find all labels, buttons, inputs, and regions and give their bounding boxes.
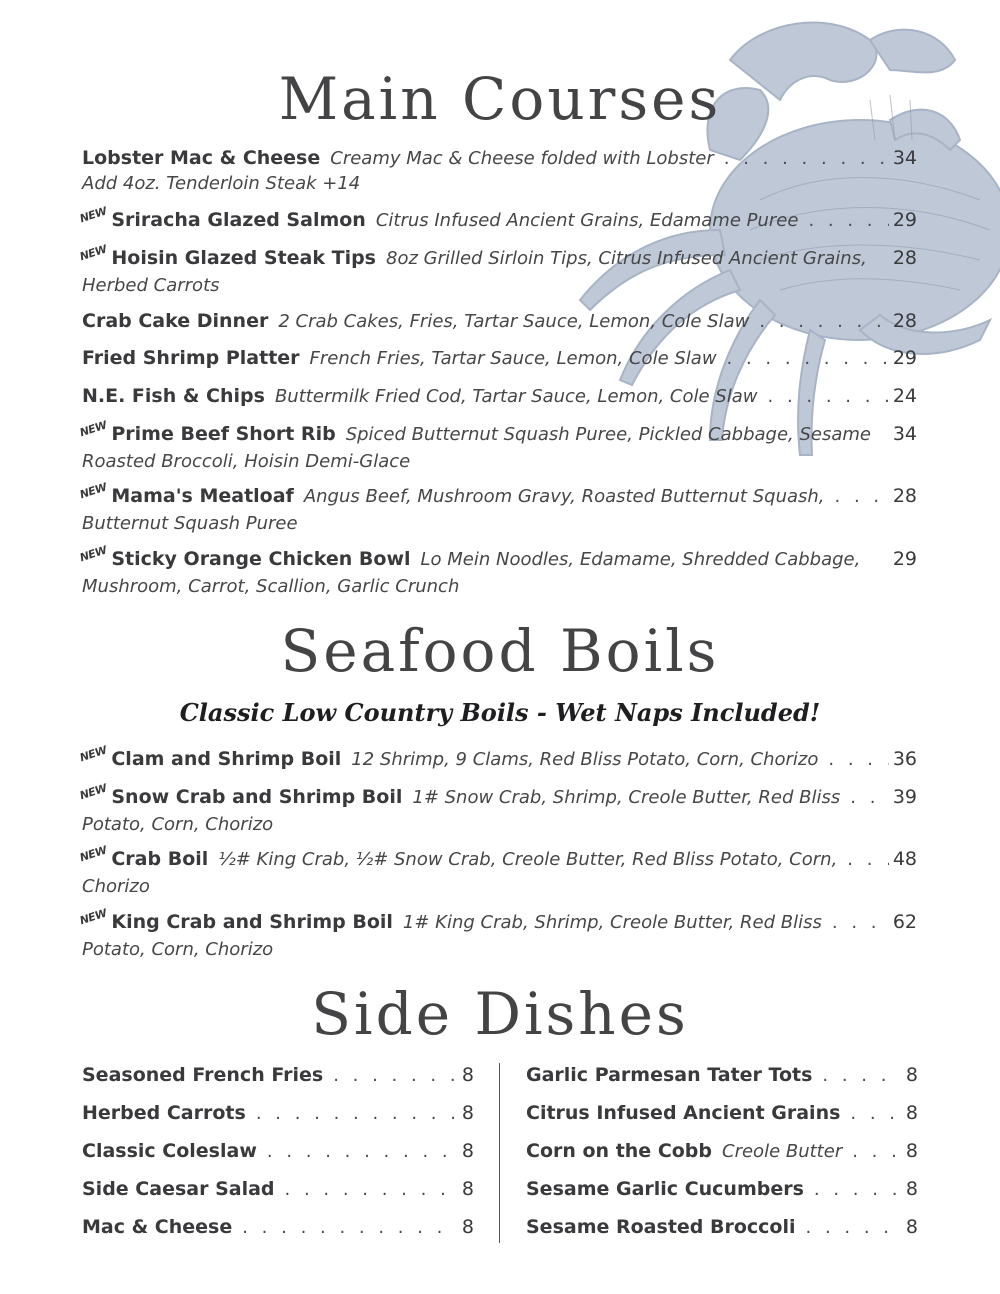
new-badge: NEW bbox=[78, 781, 109, 803]
item-name: Classic Coleslaw bbox=[82, 1140, 257, 1162]
item-price: 29 bbox=[892, 347, 917, 369]
new-badge: NEW bbox=[78, 843, 109, 865]
item-name: Clam and Shrimp Boil bbox=[111, 748, 342, 770]
item-price: 8 bbox=[905, 1216, 918, 1238]
item-desc-line2: Roasted Broccoli, Hoisin Demi-Glace bbox=[82, 451, 411, 472]
item-name: Side Caesar Salad bbox=[82, 1178, 275, 1200]
new-badge: NEW bbox=[78, 743, 109, 765]
item-name: Mac & Cheese bbox=[82, 1216, 233, 1238]
new-badge: NEW bbox=[78, 418, 109, 440]
new-badge: NEW bbox=[78, 242, 109, 264]
item-desc: 1# King Crab, Shrimp, Creole Butter, Red Bliss bbox=[402, 912, 822, 933]
item-price: 8 bbox=[461, 1102, 474, 1124]
item-price: 34 bbox=[892, 423, 917, 445]
item-name: Sticky Orange Chicken Bowl bbox=[111, 548, 411, 570]
item-price: 29 bbox=[892, 548, 917, 570]
item-desc-line2: Herbed Carrots bbox=[82, 275, 220, 296]
new-badge: NEW bbox=[78, 204, 109, 226]
item-price: 8 bbox=[461, 1178, 474, 1200]
menu-item bbox=[82, 384, 917, 409]
item-name: Prime Beef Short Rib bbox=[111, 423, 336, 445]
new-badge: NEW bbox=[78, 480, 109, 502]
item-price: 39 bbox=[892, 786, 917, 808]
item-price: 62 bbox=[892, 911, 917, 933]
side-item bbox=[82, 1177, 474, 1202]
menu-item bbox=[78, 204, 917, 235]
item-desc: 2 Crab Cakes, Fries, Tartar Sauce, Lemon, Cole Slaw bbox=[278, 311, 750, 332]
item-desc: 1# Snow Crab, Shrimp, Creole Butter, Red Bliss bbox=[412, 787, 841, 808]
item-name: Snow Crab and Shrimp Boil bbox=[111, 786, 403, 808]
item-name: Crab Cake Dinner bbox=[82, 310, 269, 332]
item-name: Herbed Carrots bbox=[82, 1102, 246, 1124]
menu-item bbox=[82, 146, 917, 196]
item-name: Hoisin Glazed Steak Tips bbox=[111, 247, 376, 269]
menu-item bbox=[82, 346, 917, 371]
item-price: 24 bbox=[892, 385, 917, 407]
item-desc: Angus Beef, Mushroom Gravy, Roasted Butternut Squash, bbox=[303, 486, 825, 507]
item-desc: French Fries, Tartar Sauce, Lemon, Cole Slaw bbox=[309, 348, 717, 369]
item-name: Citrus Infused Ancient Grains bbox=[526, 1102, 841, 1124]
menu-item bbox=[78, 843, 917, 899]
seafood-boils-title: Seafood Boils bbox=[280, 617, 720, 685]
item-desc: ½# King Crab, ½# Snow Crab, Creole Butter, Red Bliss Potato, Corn, bbox=[218, 849, 838, 870]
item-price: 36 bbox=[892, 748, 917, 770]
item-name: Crab Boil bbox=[111, 848, 209, 870]
item-desc: Spiced Butternut Squash Puree, Pickled Cabbage, Sesame bbox=[345, 424, 871, 445]
menu-item bbox=[78, 906, 917, 962]
new-badge: NEW bbox=[78, 906, 109, 928]
side-dishes-title: Side Dishes bbox=[311, 980, 689, 1048]
item-price: 28 bbox=[892, 247, 917, 269]
main-courses-title: Main Courses bbox=[278, 65, 722, 133]
item-desc: Creamy Mac & Cheese folded with Lobster bbox=[330, 148, 714, 169]
menu-item bbox=[78, 242, 917, 298]
item-price: 8 bbox=[905, 1102, 918, 1124]
item-desc-line2: Potato, Corn, Chorizo bbox=[82, 939, 274, 960]
item-price: 8 bbox=[905, 1064, 918, 1086]
item-price: 8 bbox=[461, 1140, 474, 1162]
side-item bbox=[526, 1177, 918, 1202]
item-name: Corn on the Cobb bbox=[526, 1140, 713, 1162]
side-item bbox=[526, 1101, 918, 1126]
item-price: 8 bbox=[905, 1178, 918, 1200]
item-price: 29 bbox=[892, 209, 917, 231]
item-name: N.E. Fish & Chips bbox=[82, 385, 265, 407]
item-name: Garlic Parmesan Tater Tots bbox=[526, 1064, 813, 1086]
side-item bbox=[526, 1139, 918, 1164]
item-desc-line2: Mushroom, Carrot, Scallion, Garlic Crunch bbox=[82, 576, 460, 597]
item-desc: Citrus Infused Ancient Grains, Edamame Puree bbox=[375, 210, 799, 231]
side-item bbox=[526, 1063, 918, 1088]
item-name: Sriracha Glazed Salmon bbox=[111, 209, 366, 231]
menu-item bbox=[78, 781, 917, 837]
item-price: 28 bbox=[892, 485, 917, 507]
menu-item bbox=[78, 543, 917, 599]
item-name: King Crab and Shrimp Boil bbox=[111, 911, 393, 933]
sides-divider bbox=[499, 1063, 500, 1243]
item-name: Sesame Garlic Cucumbers bbox=[526, 1178, 804, 1200]
menu-item bbox=[78, 480, 917, 536]
item-price: 28 bbox=[892, 310, 917, 332]
menu-item bbox=[82, 309, 917, 334]
item-desc: Buttermilk Fried Cod, Tartar Sauce, Lemon, Cole Slaw bbox=[274, 386, 758, 407]
item-name: Seasoned French Fries bbox=[82, 1064, 324, 1086]
side-item bbox=[526, 1215, 918, 1240]
item-desc-line2: Potato, Corn, Chorizo bbox=[82, 814, 274, 835]
item-desc-line2: Butternut Squash Puree bbox=[82, 513, 298, 534]
item-name: Fried Shrimp Platter bbox=[82, 347, 300, 369]
new-badge: NEW bbox=[78, 543, 109, 565]
item-name: Lobster Mac & Cheese bbox=[82, 147, 321, 169]
side-item bbox=[82, 1215, 474, 1240]
item-desc: Creole Butter bbox=[722, 1141, 843, 1162]
item-name: Sesame Roasted Broccoli bbox=[526, 1216, 796, 1238]
item-desc: 8oz Grilled Sirloin Tips, Citrus Infused Ancient Grains, bbox=[386, 248, 867, 269]
item-name: Mama's Meatloaf bbox=[111, 485, 294, 507]
side-item bbox=[82, 1139, 474, 1164]
item-price: 8 bbox=[461, 1216, 474, 1238]
item-price: 8 bbox=[905, 1140, 918, 1162]
side-item bbox=[82, 1101, 474, 1126]
seafood-boils-subtitle: Classic Low Country Boils - Wet Naps Included! bbox=[179, 698, 821, 727]
item-desc-line2: Add 4oz. Tenderloin Steak +14 bbox=[82, 173, 361, 194]
menu-item bbox=[78, 743, 917, 774]
item-price: 48 bbox=[892, 848, 917, 870]
side-item bbox=[82, 1063, 474, 1088]
item-desc: Lo Mein Noodles, Edamame, Shredded Cabbage, bbox=[420, 549, 861, 570]
item-price: 8 bbox=[461, 1064, 474, 1086]
item-desc: 12 Shrimp, 9 Clams, Red Bliss Potato, Corn, Chorizo bbox=[351, 749, 819, 770]
menu-item bbox=[78, 418, 917, 474]
item-price: 34 bbox=[892, 147, 917, 169]
item-desc-line2: Chorizo bbox=[82, 876, 150, 897]
